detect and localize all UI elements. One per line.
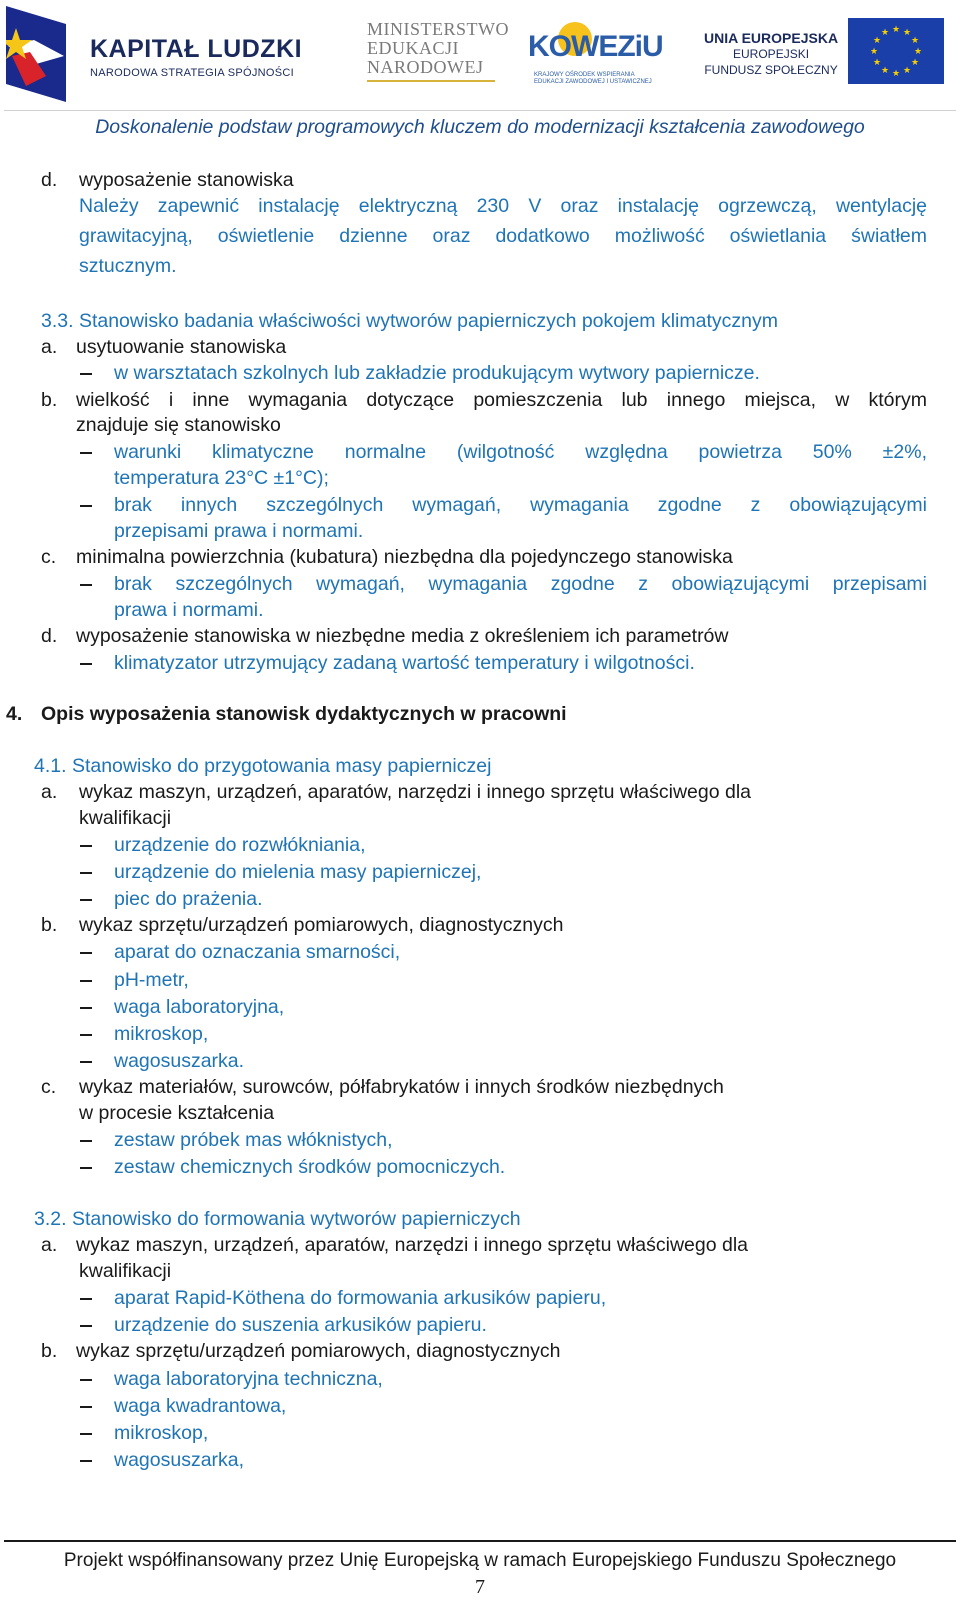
list-dash	[80, 1167, 92, 1169]
list-dash	[80, 663, 92, 665]
list-dash	[80, 505, 92, 507]
kapital-ludzki-logo-icon	[6, 6, 66, 102]
item-heading-cont: w procesie kształcenia	[79, 1102, 275, 1124]
list-item: zestaw chemicznych środków pomocniczych.	[114, 1156, 506, 1178]
svg-text:★: ★	[902, 66, 912, 76]
list-dash	[80, 1140, 92, 1142]
koweziu-wordmark: KOWEZiU	[528, 30, 663, 63]
item-heading: wykaz materiałów, surowców, półfabrykatów i innych środków niezbędnych	[79, 1076, 724, 1098]
list-dash	[80, 1061, 92, 1063]
list-dash	[80, 845, 92, 847]
koweziu-subtitle: KRAJOWY OŚRODEK WSPIERANIA EDUKACJI ZAWODOWEJ I USTAWICZNEJ	[534, 72, 652, 85]
list-item: klimatyzator utrzymujący zadaną wartość temperatury i wilgotności.	[114, 652, 695, 674]
section-heading-3-3: 3.3. Stanowisko badania właściwości wytworów papierniczych pokojem klimatycznym	[41, 310, 778, 332]
section-heading-4-1: 4.1. Stanowisko do przygotowania masy papierniczej	[34, 755, 492, 777]
list-item: w warsztatach szkolnych lub zakładzie produkującym wytwory papiernicze.	[114, 362, 760, 384]
svg-text:★: ★	[891, 25, 901, 35]
list-item: wagosuszarka,	[114, 1449, 245, 1471]
list-dash	[80, 899, 92, 901]
svg-text:★: ★	[872, 36, 882, 46]
ministry-line-2: EDUKACJI	[367, 38, 459, 58]
item-heading: wyposażenie stanowiska w niezbędne media z określeniem ich parametrów	[76, 625, 729, 647]
ministry-line-3: NARODOWEJ	[367, 57, 484, 77]
list-dash	[80, 1433, 92, 1435]
item-letter: a.	[41, 336, 58, 358]
item-heading: usytuowanie stanowiska	[76, 336, 287, 358]
item-letter: b.	[41, 914, 58, 936]
svg-text:★: ★	[872, 58, 882, 68]
paragraph-line: sztucznym.	[79, 255, 177, 277]
item-heading: wykaz maszyn, urządzeń, aparatów, narzędzi i innego sprzętu właściwego dla	[79, 781, 752, 803]
paragraph-line: grawitacyjną, oświetlenie dzienne oraz dodatkowo możliwość oświetlania światłem	[79, 225, 927, 247]
list-item: pH-metr,	[114, 969, 189, 991]
eu-subtitle-2: FUNDUSZ SPOŁECZNY	[704, 63, 838, 77]
header-divider	[4, 110, 956, 111]
svg-text:★: ★	[891, 69, 901, 79]
item-letter: b.	[41, 1340, 58, 1362]
list-dash	[80, 452, 92, 454]
item-letter: d.	[41, 169, 58, 191]
list-item: brak innych szczególnych wymagań, wymagania zgodne z obowiązującymi	[114, 494, 927, 516]
list-item: mikroskop,	[114, 1023, 209, 1045]
eu-title: UNIA EUROPEJSKA	[704, 30, 839, 46]
svg-text:★: ★	[869, 47, 879, 57]
list-item: piec do prażenia.	[114, 888, 263, 910]
list-dash	[80, 1406, 92, 1408]
item-heading-cont: kwalifikacji	[79, 807, 172, 829]
svg-text:★: ★	[902, 28, 912, 38]
list-item: waga kwadrantowa,	[114, 1395, 287, 1417]
item-letter: c.	[41, 546, 57, 568]
list-dash	[80, 1325, 92, 1327]
list-dash	[80, 1298, 92, 1300]
eu-logo-text	[704, 30, 838, 78]
item-heading: wykaz sprzętu/urządzeń pomiarowych, diagnostycznych	[76, 1340, 561, 1362]
koweziu-logo	[528, 20, 663, 85]
list-dash	[80, 980, 92, 982]
list-dash	[80, 1034, 92, 1036]
item-letter: a.	[41, 781, 58, 803]
chapter-number: 4.	[6, 703, 23, 725]
svg-text:★: ★	[910, 58, 920, 68]
list-dash	[80, 1379, 92, 1381]
item-heading: wykaz sprzętu/urządzeń pomiarowych, diagnostycznych	[79, 914, 564, 936]
item-heading-cont: znajduje się stanowisko	[76, 414, 281, 436]
list-dash	[80, 952, 92, 954]
list-item: urządzenie do mielenia masy papierniczej,	[114, 861, 482, 883]
item-heading: minimalna powierzchnia (kubatura) niezbędna dla pojedynczego stanowiska	[76, 546, 733, 568]
item-letter: b.	[41, 389, 58, 411]
list-item-cont: prawa i normami.	[114, 599, 264, 621]
kapital-ludzki-subtitle: NARODOWA STRATEGIA SPÓJNOŚCI	[90, 67, 294, 79]
list-dash	[80, 1460, 92, 1462]
kapital-ludzki-text	[90, 36, 302, 80]
kapital-ludzki-title: KAPITAŁ LUDZKI	[90, 35, 303, 63]
list-item-cont: temperatura 23°C ±1°C);	[114, 467, 329, 489]
list-item: waga laboratoryjna,	[114, 996, 285, 1018]
list-item-cont: przepisami prawa i normami.	[114, 520, 364, 542]
list-item: zestaw próbek mas włóknistych,	[114, 1129, 393, 1151]
list-item: urządzenie do suszenia arkusików papieru.	[114, 1314, 487, 1336]
eu-subtitle-1: EUROPEJSKI	[733, 47, 810, 61]
svg-text:★: ★	[880, 28, 890, 38]
chapter-heading: Opis wyposażenia stanowisk dydaktycznych w pracowni	[41, 703, 567, 725]
list-dash	[80, 1007, 92, 1009]
list-item: mikroskop,	[114, 1422, 209, 1444]
eu-flag-icon	[848, 18, 944, 84]
ministry-logo	[367, 20, 509, 77]
item-letter: d.	[41, 625, 58, 647]
list-item: wagosuszarka.	[114, 1050, 245, 1072]
section-heading-3-2: 3.2. Stanowisko do formowania wytworów papierniczych	[34, 1208, 521, 1230]
list-dash	[80, 373, 92, 375]
svg-text:★: ★	[913, 47, 923, 57]
header-logos	[0, 0, 960, 112]
list-item: aparat do oznaczania smarności,	[114, 941, 401, 963]
document-header-title: Doskonalenie podstaw programowych kluczem do modernizacji kształcenia zawodowego	[95, 116, 865, 138]
list-item: waga laboratoryjna techniczna,	[114, 1368, 383, 1390]
footer-divider	[4, 1540, 956, 1542]
item-letter: c.	[41, 1076, 57, 1098]
list-item: brak szczególnych wymagań, wymagania zgodne z obowiązującymi przepisami	[114, 573, 927, 595]
page-number: 7	[475, 1576, 485, 1598]
list-item: warunki klimatyczne normalne (wilgotność względna powietrza 50% ±2%,	[114, 441, 927, 463]
list-item: urządzenie do rozwłókniania,	[114, 834, 366, 856]
paragraph-line: Należy zapewnić instalację elektryczną 230 V oraz instalację ogrzewczą, wentylację	[79, 195, 927, 217]
ministry-line-1: MINISTERSTWO	[367, 19, 509, 39]
svg-text:★: ★	[910, 36, 920, 46]
item-heading: wielkość i inne wymagania dotyczące pomieszczenia lub innego miejsca, w którym	[76, 389, 927, 411]
item-heading: wyposażenie stanowiska	[79, 169, 294, 191]
list-dash	[80, 584, 92, 586]
item-heading: wykaz maszyn, urządzeń, aparatów, narzędzi i innego sprzętu właściwego dla	[76, 1234, 749, 1256]
item-letter: a.	[41, 1234, 58, 1256]
item-heading-cont: kwalifikacji	[79, 1260, 172, 1282]
svg-text:★: ★	[880, 66, 890, 76]
list-item: aparat Rapid-Köthena do formowania arkusików papieru,	[114, 1287, 607, 1309]
footer-text: Projekt współfinansowany przez Unię Europejską w ramach Europejskiego Funduszu Społecznego	[63, 1550, 897, 1571]
ministry-logo-underline	[367, 80, 495, 82]
list-dash	[80, 872, 92, 874]
